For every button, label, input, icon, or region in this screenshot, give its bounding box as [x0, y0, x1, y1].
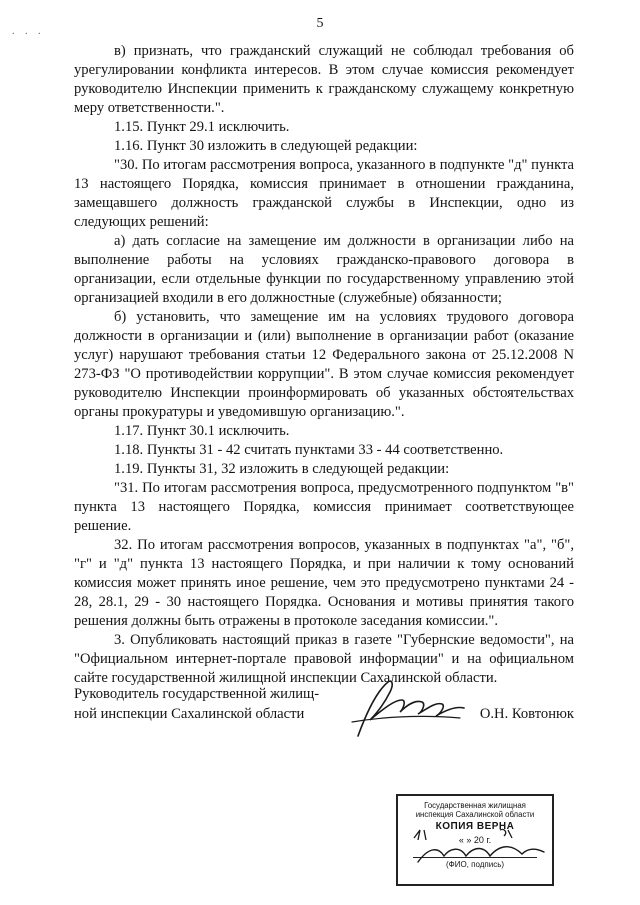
stamp-org-line1: Государственная жилищная	[424, 801, 526, 810]
stamp-org-line2: инспекция Сахалинской области	[415, 810, 535, 819]
stamp-date-line: « » 20 г.	[458, 835, 492, 845]
stamp-title: КОПИЯ ВЕРНА	[435, 821, 515, 832]
page-number: 5	[316, 16, 324, 31]
paragraph-1-18: 1.18. Пункты 31 - 42 считать пунктами 33 - 44 соответственно.	[114, 442, 504, 458]
paragraph-30-b: б) установить, что замещение им на условиях трудового договора должности в организации и (или) выполнение в организации работ (оказание услуг) нарушают требования статьи 12 Федерального закона от 25.12.2008 N 273-ФЗ "О противодействии коррупции". В этом случае комиссия рекомендует руководителю Инспекции проинформировать об указанных обстоятельствах органы прокуратуры и уведомившую организацию.".	[74, 309, 574, 420]
signatory-position-line2: ной инспекции Сахалинской области	[74, 706, 305, 722]
signatory-position	[74, 684, 319, 724]
paragraph-32: 32. По итогам рассмотрения вопросов, указанных в подпунктах "а", "б", "г" и "д" пункта 13 настоящего Порядка, и при наличии к тому оснований комиссия может принять иное решение, чем это предусмотрено пунктами 24 - 28, 28.1, 29 - 30 настоящего Порядка. Основания и мотивы принятия такого решения должны быть отражены в протоколе заседания комиссии.".	[74, 537, 574, 629]
paragraph-1-15: 1.15. Пункт 29.1 исключить.	[114, 119, 290, 135]
paragraph-30-a: а) дать согласие на замещение им должности в организации либо на выполнение работы на условиях гражданско-правового договора в организации, если отдельные функции по государственному управлению этой организацией входили в его должностные (служебные) обязанности;	[74, 233, 574, 306]
stamp-organization	[398, 801, 552, 819]
paragraph-1-17: 1.17. Пункт 30.1 исключить.	[114, 423, 290, 439]
copy-certified-stamp	[396, 794, 554, 886]
paragraph-1-16: 1.16. Пункт 30 изложить в следующей редакции:	[114, 138, 418, 154]
stamp-fio-label: (ФИО, подпись)	[445, 860, 505, 869]
signatory-position-line1: Руководитель государственной жилищ-	[74, 686, 320, 702]
signature-block	[74, 684, 574, 744]
scan-corner-marks: . . .	[12, 26, 45, 37]
signatory-name: О.Н. Ковтонюк	[479, 706, 574, 722]
paragraph-30: "30. По итогам рассмотрения вопроса, указанного в подпункте "д" пункта 13 настоящего Порядка, комиссия принимает в отношении гражданина, замещавшего должность гражданской службы в Инспекции, одно из следующих решений:	[74, 157, 574, 230]
stamp-handwritten-marks	[404, 826, 550, 866]
paragraph-1-19: 1.19. Пункты 31, 32 изложить в следующей редакции:	[114, 461, 450, 477]
paragraph-v-conflict: в) признать, что гражданский служащий не соблюдал требования об урегулировании конфликта интересов. В этом случае комиссия рекомендует руководителю Инспекции применить к гражданскому служащему конкретную меру ответственности.".	[74, 43, 574, 116]
handwritten-signature	[336, 674, 476, 744]
document-body	[74, 42, 574, 688]
paragraph-31: "31. По итогам рассмотрения вопроса, предусмотренного подпунктом "в" пункта 13 настоящего Порядка, комиссия принимает соответствующее решение.	[74, 480, 574, 534]
paragraph-3-publish: 3. Опубликовать настоящий приказ в газете "Губернские ведомости", на "Официальном интернет-портале правовой информации" и на официальном сайте государственной жилищной инспекции Сахалинской области.	[74, 632, 574, 686]
